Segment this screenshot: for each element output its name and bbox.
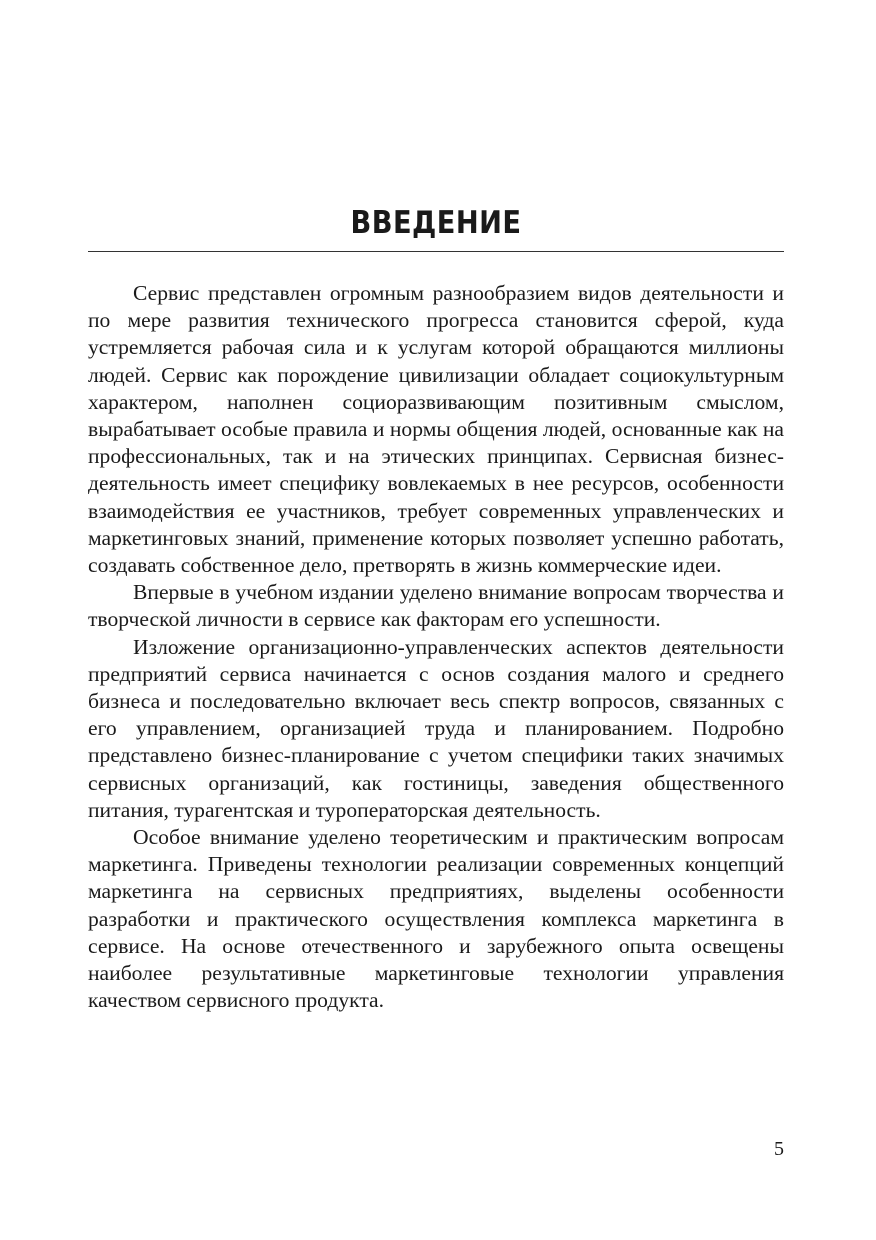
paragraph: Особое внимание уделено теоретическим и практическим вопросам маркетинга. Приведены технологии реализации современных концепций маркетинга на сервисных предприятиях, выделены особенности разработки и практического осуществления комплекса маркетинга в сервисе. На основе отечественного и зарубежного опыта освещены наиболее результативные маркетинговые технологии управления качеством сервисного продукта. xyxy=(88,825,784,1013)
page-number: 5 xyxy=(774,1138,784,1160)
heading-rule xyxy=(88,251,784,252)
paragraph: Сервис представлен огромным разнообразием видов деятельности и по мере развития технического прогресса становится сферой, куда устремляется рабочая сила и к услугам которой обращаются миллионы людей. Сервис как порождение цивилизации обладает социокультурным характером, наполнен социоразвивающим позитивным смыслом, вырабатывает особые правила и нормы общения людей, основанные как на профессиональных, так и на этических принципах. Сервисная бизнес-деятельность имеет специфику вовлекаемых в нее ресурсов, особенности взаимодействия ее участников, требует современных управленческих и маркетинговых знаний, применение которых позволяет успешно работать, создавать собственное дело, претворять в жизнь коммерческие идеи. xyxy=(88,281,784,578)
body-text xyxy=(88,280,784,1014)
chapter-heading: ВВЕДЕНИЕ xyxy=(350,205,522,241)
paragraph: Впервые в учебном издании уделено внимание вопросам творчества и творческой личности в сервисе как факторам его успешности. xyxy=(88,580,784,632)
paragraph: Изложение организационно-управленческих аспектов деятельности предприятий сервиса начинается с основ создания малого и среднего бизнеса и последовательно включает весь спектр вопросов, связанных с его управлением, организацией труда и планированием. Подробно представлено бизнес-планирование с учетом специфики таких значимых сервисных организаций, как гостиницы, заведения общественного питания, турагентская и туроператорская деятельность. xyxy=(88,634,784,822)
